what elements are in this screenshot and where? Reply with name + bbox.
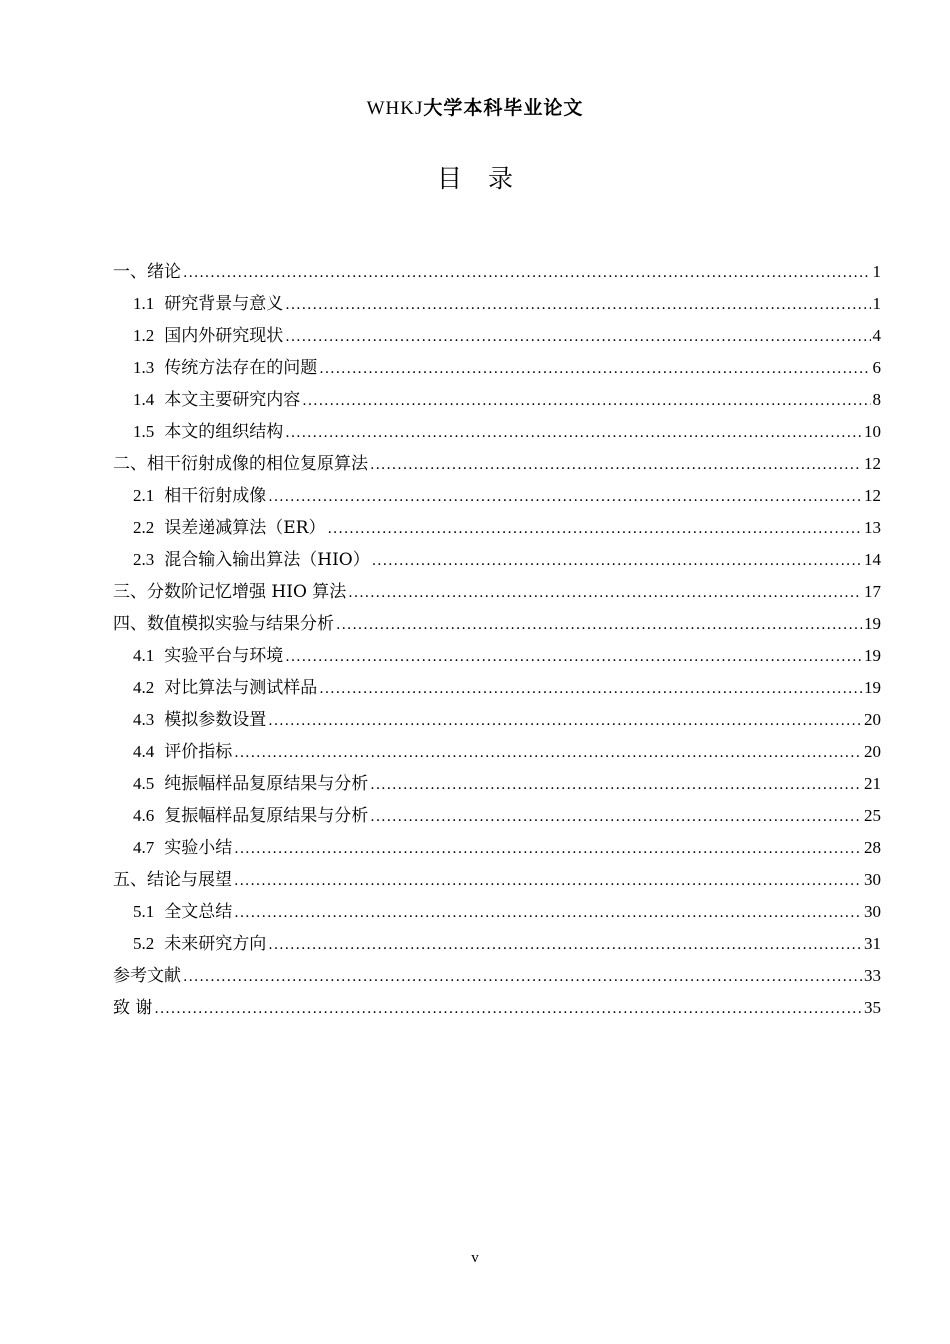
toc-entry-number: 4.3 xyxy=(133,710,155,729)
toc-entry-page: 12 xyxy=(864,454,881,473)
toc-entry-number: 4.2 xyxy=(133,678,155,697)
toc-entry-page: 33 xyxy=(864,966,881,985)
toc-entry-label: 复振幅样品复原结果与分析 xyxy=(164,806,369,826)
toc-entry-number: 4.6 xyxy=(133,806,155,825)
toc-entry-label: 未来研究方向 xyxy=(164,934,267,954)
toc-leader-dots xyxy=(285,289,870,321)
toc-leader-dots xyxy=(234,833,862,865)
toc-entry-number: 1.3 xyxy=(133,358,155,377)
toc-entry-label: 对比算法与测试样品 xyxy=(164,678,318,698)
toc-leader-dots xyxy=(268,929,862,961)
toc-leader-dots xyxy=(372,545,862,577)
toc-entry-label: 参考文献 xyxy=(113,966,181,986)
toc-entry[interactable] xyxy=(113,544,881,576)
toc-entry-label: 致 谢 xyxy=(113,998,153,1018)
toc-leader-dots xyxy=(319,353,870,385)
toc-entry-label: 一、绪论 xyxy=(113,262,181,282)
toc-entry[interactable] xyxy=(113,672,881,704)
toc-entry[interactable] xyxy=(113,960,881,992)
toc-entry-label: 二、相干衍射成像的相位复原算法 xyxy=(113,454,368,474)
toc-entry-page: 19 xyxy=(864,678,881,697)
toc-entry[interactable] xyxy=(113,320,881,352)
toc-entry[interactable] xyxy=(113,896,881,928)
toc-entry-label: 三、分数阶记忆增强 HIO 算法 xyxy=(113,582,347,602)
toc-entry[interactable] xyxy=(113,704,881,736)
toc-entry-label: 本文主要研究内容 xyxy=(164,390,301,410)
toc-entry-page: 1 xyxy=(872,294,881,313)
toc-entry[interactable] xyxy=(113,608,881,640)
toc-leader-dots xyxy=(285,417,862,449)
toc-entry-page: 21 xyxy=(864,774,881,793)
toc-leader-dots xyxy=(234,865,862,897)
toc-entry-number: 2.1 xyxy=(133,486,155,505)
toc-entry-page: 8 xyxy=(872,390,881,409)
toc-entry-label: 全文总结 xyxy=(164,902,233,922)
toc-entry-label: 研究背景与意义 xyxy=(164,294,284,314)
toc-entry-page: 1 xyxy=(872,262,881,281)
toc-leader-dots xyxy=(268,481,862,513)
toc-entry-label: 本文的组织结构 xyxy=(164,422,284,442)
toc-leader-dots xyxy=(285,641,862,673)
toc-entry-number: 2.2 xyxy=(133,518,155,537)
toc-entry-label: 传统方法存在的问题 xyxy=(164,358,318,378)
toc-entry-page: 30 xyxy=(864,902,881,921)
toc-entry-page: 19 xyxy=(864,614,881,633)
toc-entry-page: 10 xyxy=(864,422,881,441)
toc-entry-label: 国内外研究现状 xyxy=(164,326,284,346)
toc-leader-dots xyxy=(370,801,862,833)
toc-leader-dots xyxy=(348,577,862,609)
toc-leader-dots xyxy=(234,737,862,769)
toc-leader-dots xyxy=(285,321,870,353)
toc-entry[interactable] xyxy=(113,800,881,832)
toc-entry-label: 四、数值模拟实验与结果分析 xyxy=(113,614,334,634)
toc-leader-dots xyxy=(234,897,862,929)
page-title: 目录 xyxy=(436,164,539,193)
toc-entry-page: 30 xyxy=(864,870,881,889)
toc-entry-page: 28 xyxy=(864,838,881,857)
toc-entry-label: 纯振幅样品复原结果与分析 xyxy=(164,774,369,794)
toc-entry-page: 6 xyxy=(872,358,881,377)
toc-entry-page: 17 xyxy=(864,582,881,601)
toc-entry-page: 19 xyxy=(864,646,881,665)
toc-leader-dots xyxy=(336,609,862,641)
header-text: 大学本科毕业论文 xyxy=(423,97,584,119)
toc-entry[interactable] xyxy=(113,352,881,384)
toc-entry[interactable] xyxy=(113,480,881,512)
toc-leader-dots xyxy=(370,769,862,801)
toc-entry-number: 1.2 xyxy=(133,326,155,345)
toc-entry-label: 评价指标 xyxy=(164,742,233,762)
toc-entry[interactable] xyxy=(113,640,881,672)
toc-entry-number: 4.5 xyxy=(133,774,155,793)
table-of-contents xyxy=(113,256,881,1024)
toc-leader-dots xyxy=(370,449,862,481)
toc-leader-dots xyxy=(154,993,862,1025)
toc-entry-number: 1.5 xyxy=(133,422,155,441)
toc-leader-dots xyxy=(327,513,862,545)
toc-entry-label: 实验平台与环境 xyxy=(164,646,284,666)
toc-entry-number: 4.1 xyxy=(133,646,155,665)
toc-leader-dots xyxy=(319,673,862,705)
toc-entry-label: 实验小结 xyxy=(164,838,233,858)
toc-entry[interactable] xyxy=(113,832,881,864)
toc-entry[interactable] xyxy=(113,864,881,896)
toc-entry-page: 20 xyxy=(864,742,881,761)
page-number: v xyxy=(471,1250,479,1266)
toc-entry-page: 12 xyxy=(864,486,881,505)
toc-entry-number: 5.1 xyxy=(133,902,155,921)
toc-entry-label: 五、结论与展望 xyxy=(113,870,232,890)
toc-entry[interactable] xyxy=(113,288,881,320)
toc-entry[interactable] xyxy=(113,416,881,448)
toc-leader-dots xyxy=(302,385,870,417)
toc-entry[interactable] xyxy=(113,448,881,480)
toc-entry[interactable] xyxy=(113,928,881,960)
toc-entry-number: 1.4 xyxy=(133,390,155,409)
toc-entry-page: 13 xyxy=(864,518,881,537)
toc-entry-label: 混合输入输出算法（HIO） xyxy=(164,550,370,570)
toc-entry-number: 5.2 xyxy=(133,934,155,953)
toc-entry-page: 20 xyxy=(864,710,881,729)
toc-entry-label: 误差递减算法（ER） xyxy=(164,518,326,538)
toc-entry-number: 4.4 xyxy=(133,742,155,761)
toc-entry[interactable] xyxy=(113,992,881,1024)
toc-entry-label: 模拟参数设置 xyxy=(164,710,267,730)
document-header xyxy=(0,94,950,123)
toc-entry-page: 14 xyxy=(864,550,881,569)
toc-leader-dots xyxy=(268,705,862,737)
toc-entry-number: 2.3 xyxy=(133,550,155,569)
toc-entry[interactable] xyxy=(113,384,881,416)
toc-entry[interactable] xyxy=(113,576,881,608)
toc-entry-number: 1.1 xyxy=(133,294,155,313)
toc-entry-page: 31 xyxy=(864,934,881,953)
toc-entry-number: 4.7 xyxy=(133,838,155,857)
toc-entry-page: 25 xyxy=(864,806,881,825)
toc-leader-dots xyxy=(183,961,862,993)
toc-entry[interactable] xyxy=(113,256,881,288)
toc-entry[interactable] xyxy=(113,512,881,544)
toc-entry[interactable] xyxy=(113,768,881,800)
toc-entry-label: 相干衍射成像 xyxy=(164,486,267,506)
toc-entry-page: 35 xyxy=(864,998,881,1017)
toc-entry-page: 4 xyxy=(872,326,881,345)
toc-leader-dots xyxy=(183,257,871,289)
header-prefix: WHKJ xyxy=(366,98,424,119)
toc-entry[interactable] xyxy=(113,736,881,768)
